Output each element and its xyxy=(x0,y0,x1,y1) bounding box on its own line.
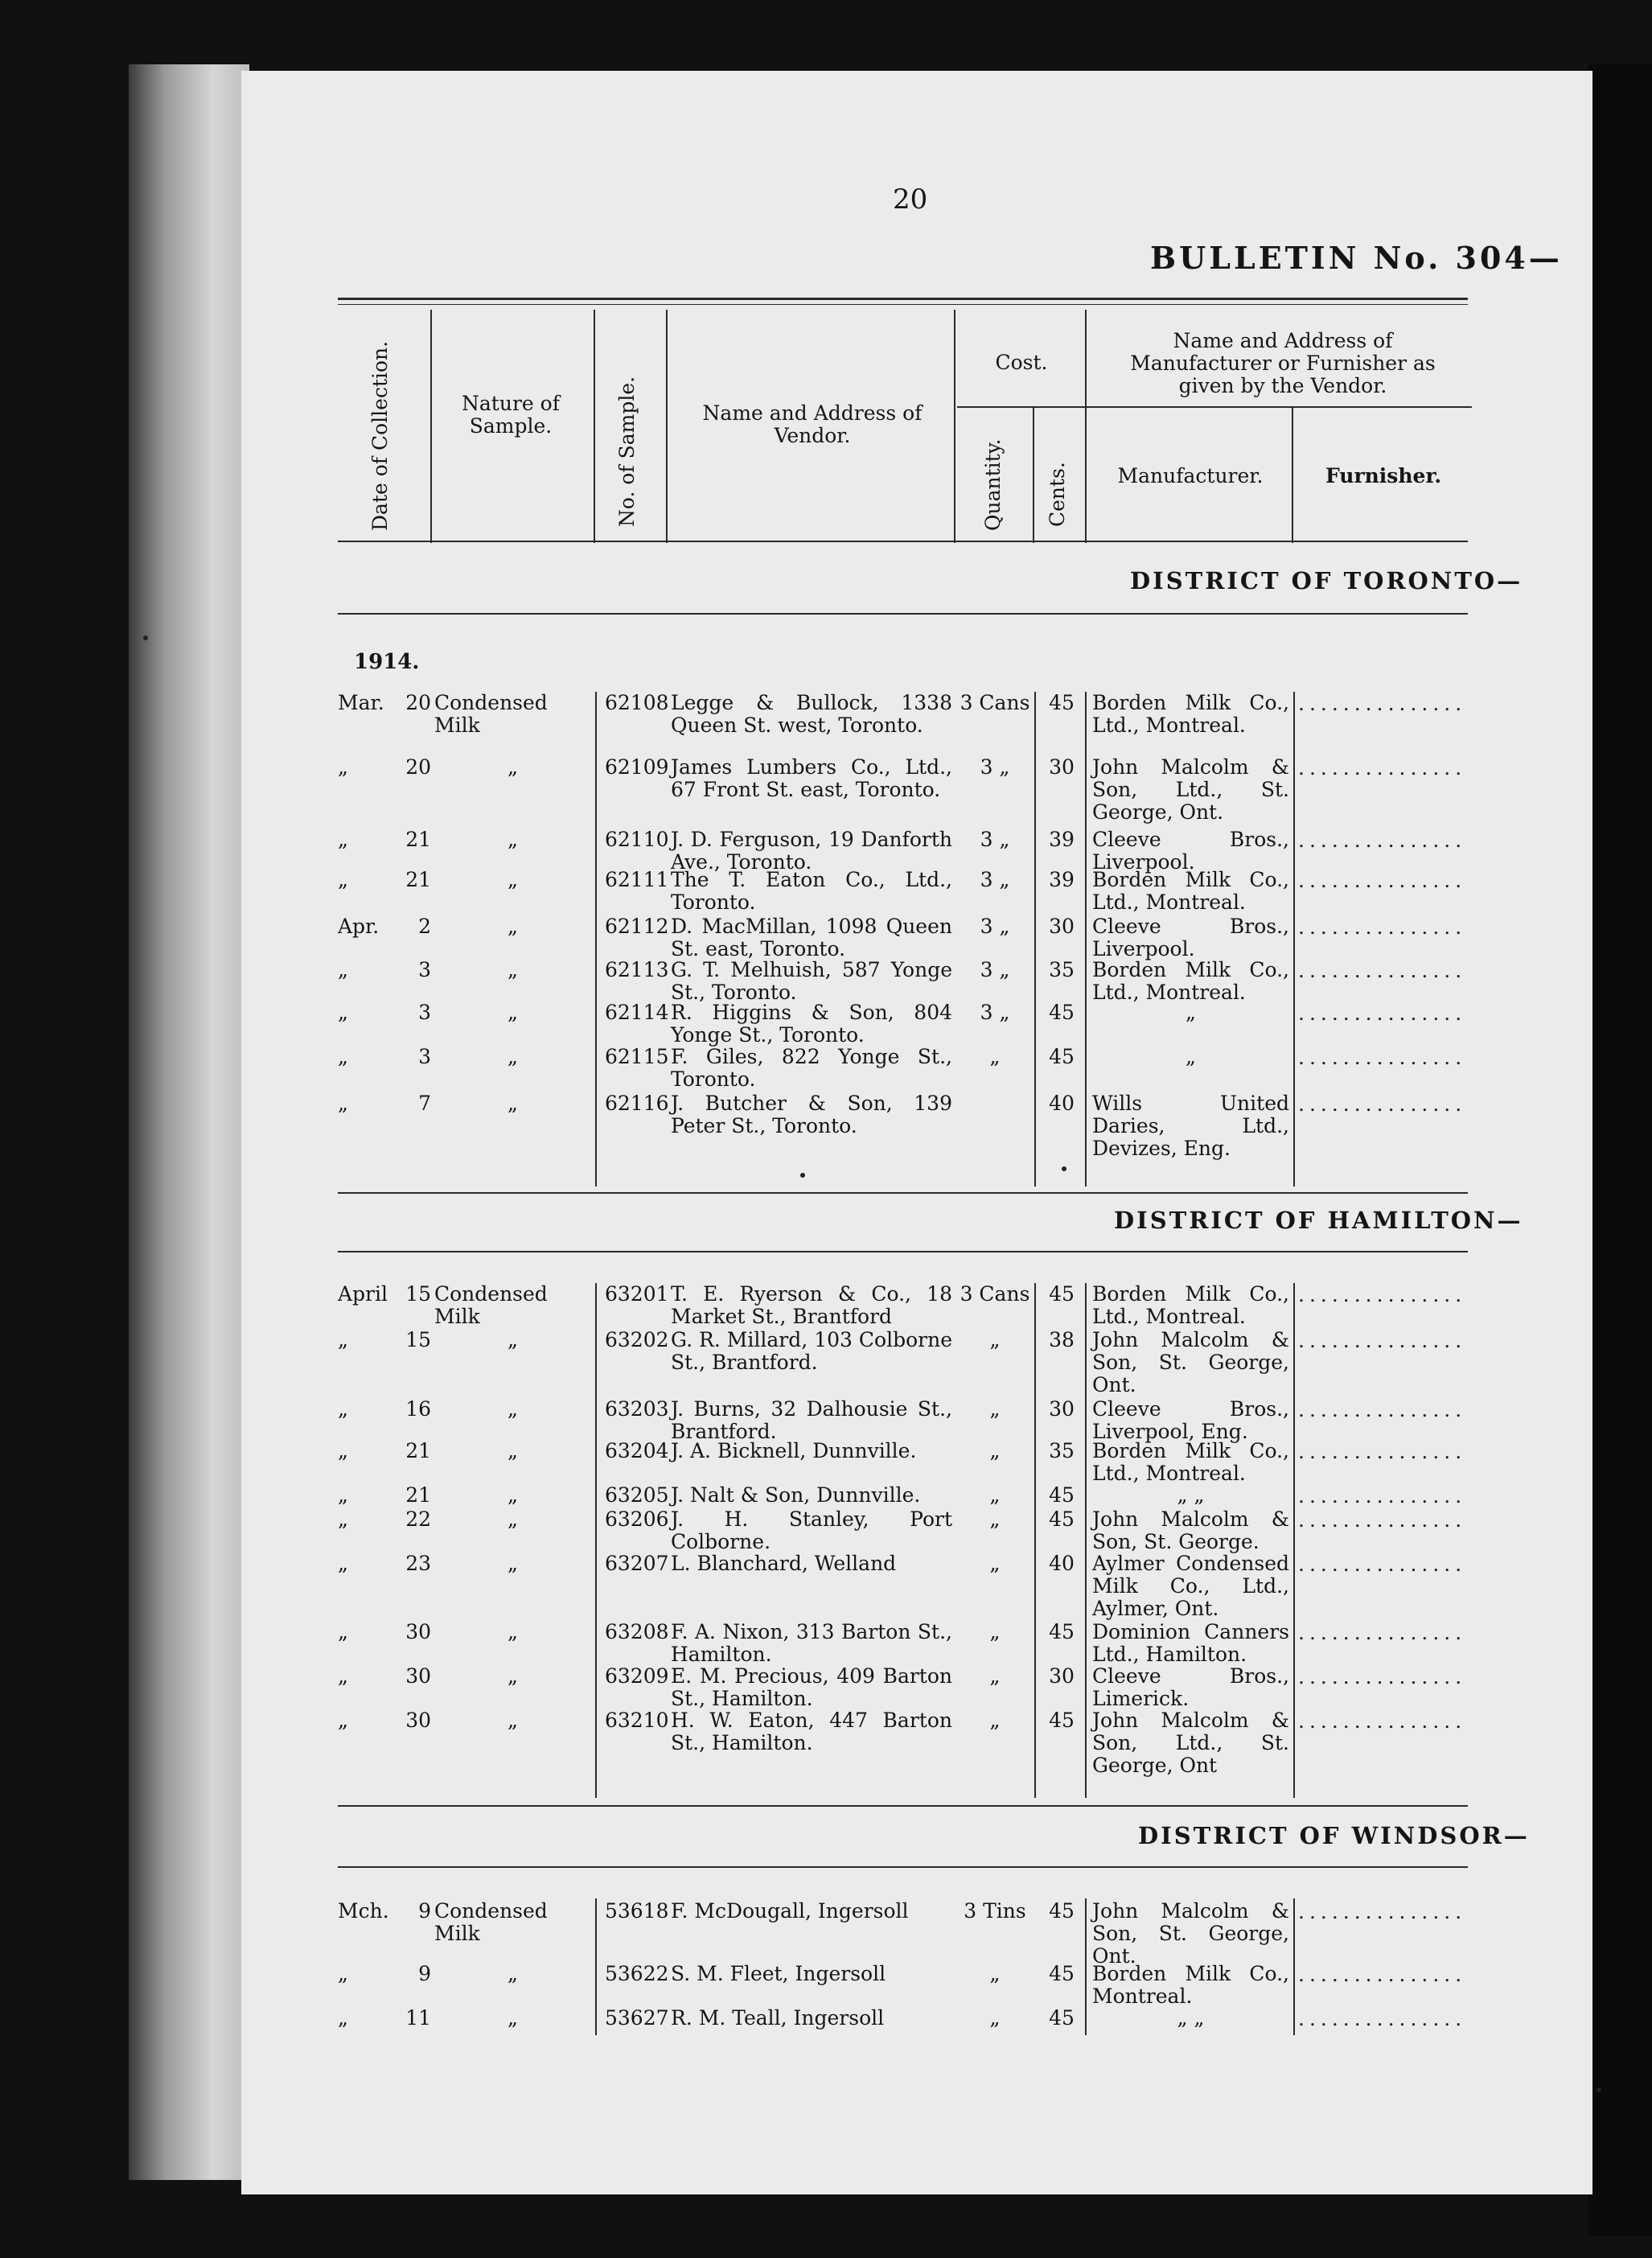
header-bottom-rule xyxy=(338,541,1468,542)
row-day: 7 xyxy=(418,1092,431,1115)
furnisher-leader-dots: ............... xyxy=(1298,1398,1467,1421)
row-quantity: „ xyxy=(989,1328,1001,1351)
row-quantity: „ xyxy=(989,1552,1001,1575)
row-quantity: 3 „ xyxy=(980,915,1010,938)
row-cents: 35 xyxy=(1049,958,1075,981)
header-cents: Cents. xyxy=(1046,462,1069,527)
row-cents: 38 xyxy=(1049,1328,1075,1351)
page-number: 20 xyxy=(893,183,928,216)
row-vendor: G. R. Millard, 103 Colborne St., Brantford. xyxy=(671,1328,952,1374)
row-sample-no: 62115 xyxy=(605,1045,669,1068)
row-vendor: F. Giles, 822 Yonge St., Toronto. xyxy=(671,1045,952,1091)
row-month: „ xyxy=(338,1552,348,1575)
furnisher-leader-dots: ............... xyxy=(1298,1900,1467,1923)
row-day: 11 xyxy=(405,2006,431,2030)
row-quantity: „ xyxy=(989,2006,1001,2030)
furnisher-leader-dots: ............... xyxy=(1298,1283,1467,1306)
row-cents: 30 xyxy=(1049,915,1075,938)
row-sample-no: 63207 xyxy=(605,1552,669,1575)
row-vendor: J. Burns, 32 Dalhousie St., Brantford. xyxy=(671,1397,952,1443)
row-cents: 45 xyxy=(1049,1507,1075,1531)
row-vendor: E. M. Precious, 409 Barton St., Hamilton. xyxy=(671,1664,952,1710)
district-heading-windsor: DISTRICT OF WINDSOR— xyxy=(1138,1822,1530,1849)
row-cents: 45 xyxy=(1049,1282,1075,1306)
row-day: 3 xyxy=(418,958,431,981)
row-cents: 45 xyxy=(1049,1620,1075,1643)
row-day: 21 xyxy=(405,1483,431,1507)
row-cents: 30 xyxy=(1049,755,1075,779)
header-date: Date of Collection. xyxy=(368,340,392,531)
row-nature: „ xyxy=(508,1483,518,1507)
row-quantity: 3 Cans xyxy=(960,691,1030,714)
row-quantity: „ xyxy=(989,1620,1001,1643)
row-nature: Condensed Milk xyxy=(434,1899,548,1945)
row-vendor: J. Butcher & Son, 139 Peter St., Toronto. xyxy=(671,1092,952,1137)
row-month: „ xyxy=(338,1709,348,1732)
section-end-rule xyxy=(338,1192,1468,1194)
row-day: 15 xyxy=(405,1282,431,1306)
row-sample-no: 62113 xyxy=(605,958,669,981)
row-day: 21 xyxy=(405,1439,431,1462)
row-month: „ xyxy=(338,1620,348,1643)
furnisher-leader-dots: ............... xyxy=(1298,829,1467,852)
body-col-line xyxy=(1085,1283,1087,1798)
row-manufacturer: Borden Milk Co., Ltd., Montreal. xyxy=(1092,1282,1289,1328)
row-nature: „ xyxy=(508,1664,518,1688)
row-sample-no: 63206 xyxy=(605,1507,669,1531)
scan-speck xyxy=(143,635,148,640)
row-vendor: H. W. Eaton, 447 Barton St., Hamilton. xyxy=(671,1709,952,1754)
row-nature: Condensed Milk xyxy=(434,691,548,737)
row-nature: „ xyxy=(508,1092,518,1115)
row-quantity: „ xyxy=(989,1439,1001,1462)
row-manufacturer: „ xyxy=(1186,1045,1196,1068)
row-quantity: 3 Cans xyxy=(960,1282,1030,1306)
header-col-line xyxy=(1292,406,1293,543)
row-manufacturer: Dominion Canners Ltd., Hamilton. xyxy=(1092,1620,1289,1666)
row-month: „ xyxy=(338,1483,348,1507)
row-manufacturer: „ xyxy=(1186,1001,1196,1024)
row-manufacturer: Borden Milk Co., Ltd., Montreal. xyxy=(1092,868,1289,914)
row-manufacturer: Borden Milk Co., Montreal. xyxy=(1092,1962,1289,2008)
row-sample-no: 62116 xyxy=(605,1092,669,1115)
row-manufacturer: Cleeve Bros., Limerick. xyxy=(1092,1664,1289,1710)
row-sample-no: 62114 xyxy=(605,1001,669,1024)
header-col-line xyxy=(1033,406,1034,543)
row-cents: 39 xyxy=(1049,828,1075,851)
row-sample-no: 62110 xyxy=(605,828,669,851)
body-col-line xyxy=(1293,1283,1295,1798)
row-day: 20 xyxy=(405,755,431,779)
row-cents: 40 xyxy=(1049,1552,1075,1575)
header-top-rule-2 xyxy=(338,304,1468,305)
row-day: 2 xyxy=(418,915,431,938)
row-vendor: T. E. Ryerson & Co., 18 Market St., Brantford xyxy=(671,1282,952,1328)
row-month: „ xyxy=(338,1397,348,1421)
row-cents: 45 xyxy=(1049,1001,1075,1024)
furnisher-leader-dots: ............... xyxy=(1298,692,1467,715)
header-furnisher: Furnisher. xyxy=(1325,464,1442,487)
row-cents: 40 xyxy=(1049,1092,1075,1115)
row-vendor: Legge & Bullock, 1338 Queen St. west, Toronto. xyxy=(671,691,952,737)
row-month: „ xyxy=(338,755,348,779)
furnisher-leader-dots: ............... xyxy=(1298,1329,1467,1352)
row-quantity: „ xyxy=(989,1397,1001,1421)
row-cents: 45 xyxy=(1049,691,1075,714)
row-nature: „ xyxy=(508,1328,518,1351)
furnisher-leader-dots: ............... xyxy=(1298,1440,1467,1463)
row-vendor: R. M. Teall, Ingersoll xyxy=(671,2006,885,2030)
row-nature: „ xyxy=(508,1552,518,1575)
row-nature: „ xyxy=(508,868,518,891)
body-col-line xyxy=(595,692,597,1187)
cost-divider xyxy=(957,406,1472,408)
furnisher-leader-dots: ............... xyxy=(1298,1001,1467,1025)
row-nature: „ xyxy=(508,2006,518,2030)
row-sample-no: 63202 xyxy=(605,1328,669,1351)
row-month: „ xyxy=(338,1664,348,1688)
row-manufacturer: „ „ xyxy=(1177,2006,1205,2030)
furnisher-leader-dots: ............... xyxy=(1298,1963,1467,1986)
row-day: 21 xyxy=(405,828,431,851)
row-month: Mch. xyxy=(338,1899,389,1923)
row-quantity: „ xyxy=(989,1045,1001,1068)
header-col-line xyxy=(954,310,955,543)
furnisher-leader-dots: ............... xyxy=(1298,756,1467,779)
row-cents: 30 xyxy=(1049,1664,1075,1688)
header-manufacturer-group: Name and Address of Manufacturer or Furnisher as given by the Vendor. xyxy=(1130,329,1436,397)
row-manufacturer: John Malcolm & Son, Ltd., St. George, Ont xyxy=(1092,1709,1289,1777)
row-nature: „ xyxy=(508,958,518,981)
district-heading-hamilton: DISTRICT OF HAMILTON— xyxy=(1114,1207,1523,1234)
row-vendor: D. MacMillan, 1098 Queen St. east, Toronto. xyxy=(671,915,952,960)
book-binding xyxy=(129,64,249,2180)
row-vendor: The T. Eaton Co., Ltd., Toronto. xyxy=(671,868,952,914)
row-sample-no: 62111 xyxy=(605,868,669,891)
section-end-rule xyxy=(338,1805,1468,1807)
row-vendor: R. Higgins & Son, 804 Yonge St., Toronto. xyxy=(671,1001,952,1047)
header-col-line xyxy=(594,310,595,543)
row-vendor: F. McDougall, Ingersoll xyxy=(671,1899,909,1923)
body-col-line xyxy=(1085,1898,1087,2035)
scan-speck xyxy=(1062,1166,1066,1171)
furnisher-leader-dots: ............... xyxy=(1298,959,1467,982)
row-sample-no: 63203 xyxy=(605,1397,669,1421)
body-col-line xyxy=(1293,1898,1295,2035)
row-month: „ xyxy=(338,1439,348,1462)
row-manufacturer: Wills United Daries, Ltd., Devizes, Eng. xyxy=(1092,1092,1289,1160)
row-month: „ xyxy=(338,1001,348,1024)
row-day: 9 xyxy=(418,1962,431,1985)
row-cents: 30 xyxy=(1049,1397,1075,1421)
row-manufacturer: Cleeve Bros., Liverpool. xyxy=(1092,915,1289,960)
row-month: „ xyxy=(338,1507,348,1531)
row-cents: 35 xyxy=(1049,1439,1075,1462)
row-sample-no: 62109 xyxy=(605,755,669,779)
row-quantity: „ xyxy=(989,1664,1001,1688)
header-no: No. of Sample. xyxy=(615,376,639,527)
furnisher-leader-dots: ............... xyxy=(1298,1553,1467,1576)
row-nature: „ xyxy=(508,1620,518,1643)
row-month: „ xyxy=(338,828,348,851)
row-quantity: 3 „ xyxy=(980,868,1010,891)
bulletin-title: BULLETIN No. 304— xyxy=(1150,240,1563,276)
header-col-line xyxy=(666,310,668,543)
header-top-rule xyxy=(338,298,1468,300)
row-month: April xyxy=(338,1282,388,1306)
row-month: „ xyxy=(338,1962,348,1985)
row-manufacturer: Borden Milk Co., Ltd., Montreal. xyxy=(1092,1439,1289,1485)
row-manufacturer: John Malcolm & Son, St. George. xyxy=(1092,1507,1289,1553)
furnisher-leader-dots: ............... xyxy=(1298,1621,1467,1644)
row-month: Mar. xyxy=(338,691,384,714)
district-rule xyxy=(338,1251,1468,1252)
row-sample-no: 62108 xyxy=(605,691,669,714)
row-sample-no: 63205 xyxy=(605,1483,669,1507)
row-nature: „ xyxy=(508,1709,518,1732)
scan-speck xyxy=(800,1173,805,1178)
body-col-line xyxy=(595,1898,597,2035)
row-month: „ xyxy=(338,1045,348,1068)
header-cost: Cost. xyxy=(995,351,1048,374)
row-nature: „ xyxy=(508,1507,518,1531)
furnisher-leader-dots: ............... xyxy=(1298,915,1467,939)
row-cents: 45 xyxy=(1049,1899,1075,1923)
row-manufacturer: „ „ xyxy=(1177,1483,1205,1507)
row-cents: 45 xyxy=(1049,2006,1075,2030)
row-cents: 45 xyxy=(1049,1962,1075,1985)
furnisher-leader-dots: ............... xyxy=(1298,1709,1467,1733)
furnisher-leader-dots: ............... xyxy=(1298,1508,1467,1532)
row-day: 22 xyxy=(405,1507,431,1531)
header-manufacturer: Manufacturer. xyxy=(1117,464,1264,487)
row-day: 30 xyxy=(405,1664,431,1688)
row-manufacturer: Aylmer Condensed Milk Co., Ltd., Aylmer, Ont. xyxy=(1092,1552,1289,1620)
row-vendor: James Lumbers Co., Ltd., 67 Front St. east, Toronto. xyxy=(671,755,952,801)
row-manufacturer: Borden Milk Co., Ltd., Montreal. xyxy=(1092,691,1289,737)
row-nature: „ xyxy=(508,1045,518,1068)
row-sample-no: 63201 xyxy=(605,1282,669,1306)
row-day: 15 xyxy=(405,1328,431,1351)
row-vendor: J. H. Stanley, Port Colborne. xyxy=(671,1507,952,1553)
scan-speck xyxy=(1597,2087,1601,2092)
row-sample-no: 63210 xyxy=(605,1709,669,1732)
header-nature: Nature of Sample. xyxy=(462,392,560,438)
header-quantity: Quantity. xyxy=(981,438,1005,531)
row-quantity: „ xyxy=(989,1507,1001,1531)
row-day: 30 xyxy=(405,1620,431,1643)
row-manufacturer: Borden Milk Co., Ltd., Montreal. xyxy=(1092,958,1289,1004)
furnisher-leader-dots: ............... xyxy=(1298,2007,1467,2030)
row-month: „ xyxy=(338,958,348,981)
row-nature: „ xyxy=(508,1397,518,1421)
row-day: 16 xyxy=(405,1397,431,1421)
body-col-line xyxy=(1034,1283,1036,1798)
row-cents: 45 xyxy=(1049,1709,1075,1732)
row-month: „ xyxy=(338,2006,348,2030)
row-nature: Condensed Milk xyxy=(434,1282,548,1328)
row-nature: „ xyxy=(508,915,518,938)
year-label: 1914. xyxy=(354,650,420,674)
row-nature: „ xyxy=(508,755,518,779)
row-month: „ xyxy=(338,1092,348,1115)
header-vendor: Name and Address of Vendor. xyxy=(702,401,923,447)
row-quantity: „ xyxy=(989,1709,1001,1732)
row-manufacturer: Cleeve Bros., Liverpool. xyxy=(1092,828,1289,874)
furnisher-leader-dots: ............... xyxy=(1298,1046,1467,1069)
row-vendor: G. T. Melhuish, 587 Yonge St., Toronto. xyxy=(671,958,952,1004)
row-month: „ xyxy=(338,1328,348,1351)
body-col-line xyxy=(595,1283,597,1798)
row-vendor: S. M. Fleet, Ingersoll xyxy=(671,1962,886,1985)
row-day: 30 xyxy=(405,1709,431,1732)
row-quantity: 3 „ xyxy=(980,958,1010,981)
scan-shadow xyxy=(1588,64,1652,2236)
row-sample-no: 63209 xyxy=(605,1664,669,1688)
row-manufacturer: John Malcolm & Son, Ltd., St. George, Ont. xyxy=(1092,755,1289,824)
header-col-line xyxy=(1085,310,1087,543)
row-sample-no: 62112 xyxy=(605,915,669,938)
district-heading-toronto: DISTRICT OF TORONTO— xyxy=(1130,567,1523,594)
row-sample-no: 63204 xyxy=(605,1439,669,1462)
furnisher-leader-dots: ............... xyxy=(1298,1092,1467,1116)
row-vendor: J. D. Ferguson, 19 Danforth Ave., Toronto. xyxy=(671,828,952,874)
row-quantity: „ xyxy=(989,1483,1001,1507)
row-nature: „ xyxy=(508,1962,518,1985)
row-day: 23 xyxy=(405,1552,431,1575)
furnisher-leader-dots: ............... xyxy=(1298,869,1467,892)
row-day: 21 xyxy=(405,868,431,891)
row-day: 3 xyxy=(418,1045,431,1068)
row-nature: „ xyxy=(508,1001,518,1024)
row-quantity: 3 „ xyxy=(980,755,1010,779)
row-sample-no: 53622 xyxy=(605,1962,669,1985)
row-nature: „ xyxy=(508,1439,518,1462)
row-cents: 39 xyxy=(1049,868,1075,891)
furnisher-leader-dots: ............... xyxy=(1298,1484,1467,1507)
row-vendor: J. Nalt & Son, Dunnville. xyxy=(671,1483,921,1507)
body-col-line xyxy=(1085,692,1087,1187)
row-sample-no: 53627 xyxy=(605,2006,669,2030)
district-rule xyxy=(338,1866,1468,1868)
header-col-line xyxy=(430,310,432,543)
row-vendor: F. A. Nixon, 313 Barton St., Hamilton. xyxy=(671,1620,952,1666)
row-sample-no: 53618 xyxy=(605,1899,669,1923)
row-cents: 45 xyxy=(1049,1045,1075,1068)
row-cents: 45 xyxy=(1049,1483,1075,1507)
row-quantity: 3 „ xyxy=(980,828,1010,851)
row-manufacturer: John Malcolm & Son, St. George, Ont. xyxy=(1092,1328,1289,1396)
row-quantity: 3 Tins xyxy=(964,1899,1026,1923)
row-sample-no: 63208 xyxy=(605,1620,669,1643)
row-vendor: L. Blanchard, Welland xyxy=(671,1552,897,1575)
row-quantity: 3 „ xyxy=(980,1001,1010,1024)
row-day: 9 xyxy=(418,1899,431,1923)
row-quantity: „ xyxy=(989,1962,1001,1985)
row-month: Apr. xyxy=(338,915,380,938)
row-manufacturer: John Malcolm & Son, St. George, Ont. xyxy=(1092,1899,1289,1968)
district-rule xyxy=(338,613,1468,615)
row-day: 3 xyxy=(418,1001,431,1024)
row-vendor: J. A. Bicknell, Dunnville. xyxy=(671,1439,917,1462)
furnisher-leader-dots: ............... xyxy=(1298,1665,1467,1688)
body-col-line xyxy=(1293,692,1295,1187)
row-manufacturer: Cleeve Bros., Liverpool, Eng. xyxy=(1092,1397,1289,1443)
row-nature: „ xyxy=(508,828,518,851)
body-col-line xyxy=(1034,692,1036,1187)
row-month: „ xyxy=(338,868,348,891)
row-day: 20 xyxy=(405,691,431,714)
